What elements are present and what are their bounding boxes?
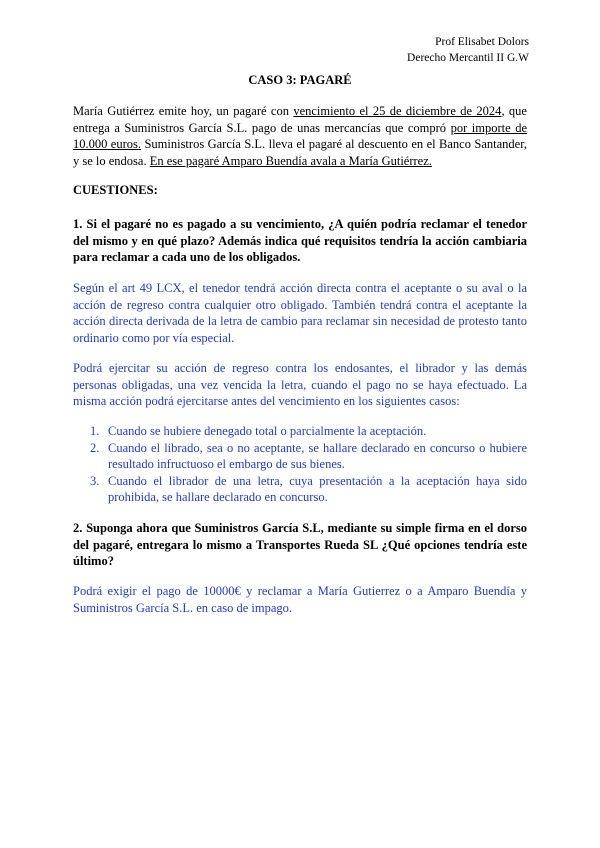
answer-1-list	[90, 423, 527, 506]
answer-1-paragraph-2: Podrá ejercitar su acción de regreso contra los endosantes, el librador y las demás personas obligadas, una vez vencida la letra, cuando el pago no se haya efectuado. La misma acción podrá ejercitarse antes del vencimiento en los siguientes casos:	[73, 361, 527, 408]
list-item-number: 3.	[90, 473, 100, 488]
question-2: 2. Suponga ahora que Suministros García S.L, mediante su simple firma en el dorso del pagaré, entregara lo mismo a Transportes Rueda SL ¿Qué opciones tendría este último?	[73, 521, 527, 568]
list-item-text: Cuando el librado, sea o no aceptante, se hallare declarado en concurso o hubiere resultado infructuoso el embargo de sus bienes.	[108, 440, 527, 471]
header-author: Prof Elisabet Dolors	[435, 36, 529, 48]
case-statement	[73, 103, 527, 169]
page-title: CASO 3: PAGARÉ	[248, 73, 352, 87]
list-item-number: 2.	[90, 440, 100, 455]
list-item	[90, 423, 527, 440]
intro-underline-1: vencimiento el 25 de diciembre de 2024	[293, 104, 502, 118]
list-item	[90, 440, 527, 473]
intro-underline-2: por importe de 10.000 euros.	[73, 120, 527, 151]
answer-1-paragraph-1: Según el art 49 LCX, el tenedor tendrá acción directa contra el aceptante o su aval o la acción de regreso contra cualquier otro obligado. También tendrá contra el aceptante la acción directa derivada de la letra de cambio para reclamar sin necesidad de protesto tanto ordinario como por vía especial.	[73, 281, 527, 345]
questions-heading: CUESTIONES:	[73, 183, 158, 197]
header-course: Derecho Mercantil II G.W	[407, 52, 529, 64]
document-header	[407, 34, 529, 66]
list-item-text: Cuando el librador de una letra, cuya presentación a la aceptación haya sido prohibida, se hallare declarado en concurso.	[108, 473, 527, 504]
intro-text-1: María Gutiérrez emite hoy, un pagaré con	[73, 104, 294, 118]
list-item	[90, 473, 527, 506]
intro-underline-3: En ese pagaré Amparo Buendía avala a María Gutiérrez.	[149, 153, 432, 168]
question-1: 1. Si el pagaré no es pagado a su vencimiento, ¿A quién podría reclamar el tenedor del mismo y en qué plazo? Además indica qué requisitos tendría la acción cambiaria para reclamar a cada uno de los obligados.	[73, 217, 527, 264]
answer-2: Podrá exigir el pago de 10000€ y reclamar a María Gutierrez o a Amparo Buendía y Suministros García S.L. en caso de impago.	[73, 584, 527, 615]
intro-text-3: Suministros García S.L. lleva el pagaré al descuento en el Banco Santander, y se lo endosa.	[73, 137, 527, 168]
intro-text-2: , que entrega a Suministros García S.L. pago de unas mercancías que compró	[73, 104, 527, 135]
list-item-text: Cuando se hubiere denegado total o parcialmente la aceptación.	[108, 424, 427, 438]
list-item-number: 1.	[90, 424, 100, 438]
